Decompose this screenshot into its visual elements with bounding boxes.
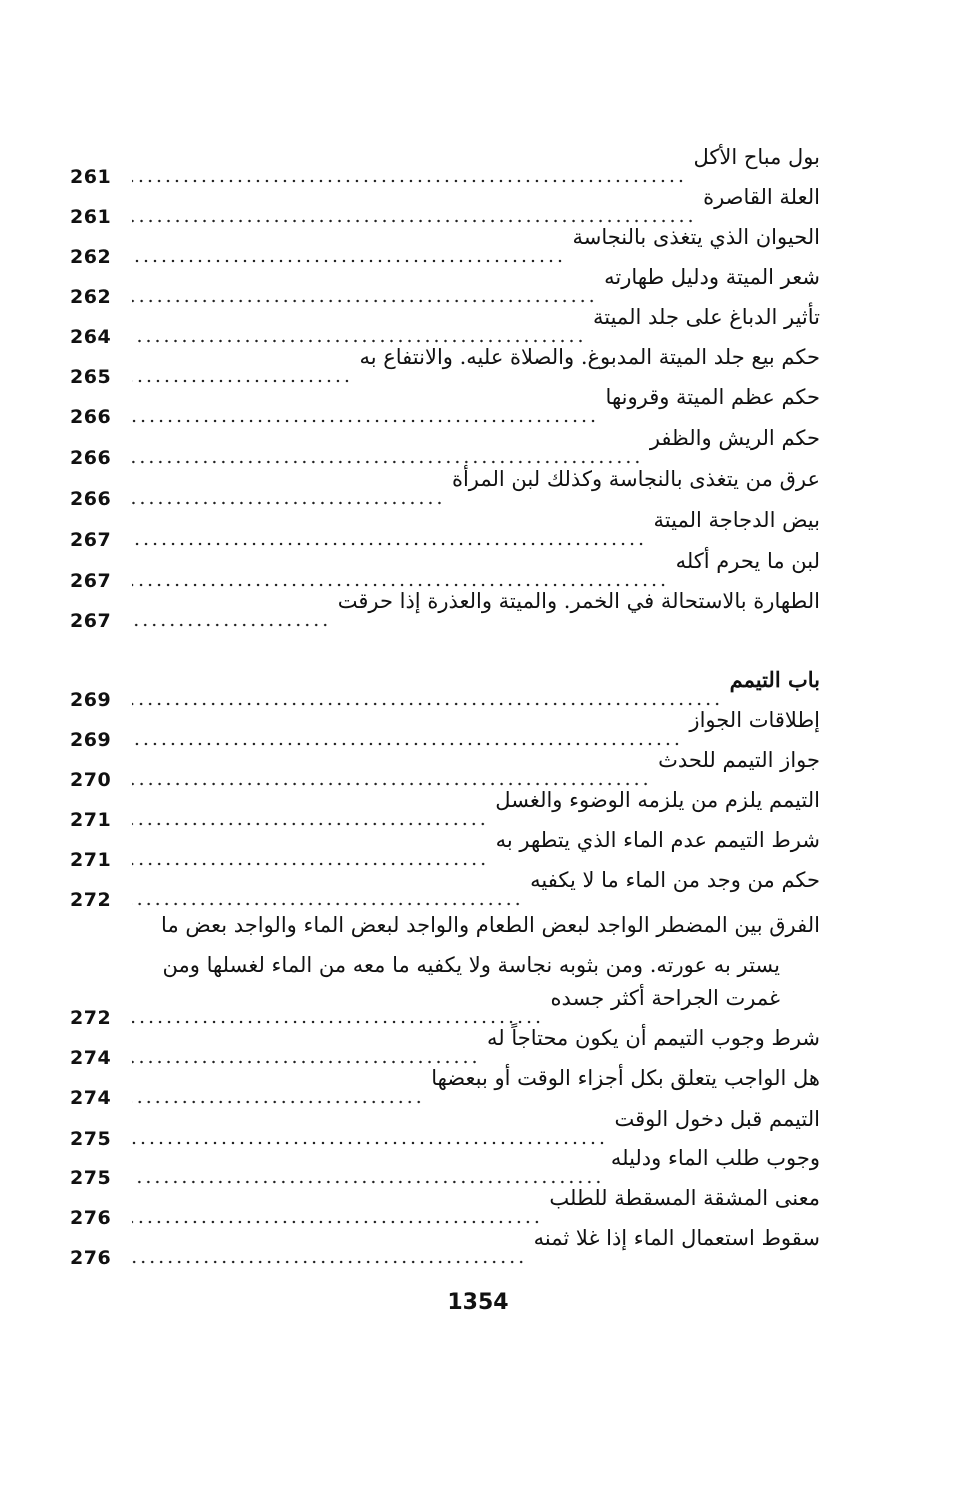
- toc-title: حكم بيع جلد الميتة المدبوغ. والصلاة عليه. والانتفاع به: [359, 345, 820, 369]
- toc-title: حكم الريش والظفر: [649, 426, 820, 450]
- toc-page-number: 275: [70, 1128, 112, 1150]
- leader-dots: [132, 1083, 423, 1105]
- leader-dots: [132, 1043, 479, 1065]
- leader-dots: [132, 162, 685, 184]
- toc-page-number: 267: [70, 570, 112, 592]
- toc-title: العلة القاصرة: [703, 185, 820, 209]
- leader-dots: [132, 402, 598, 424]
- toc-title: التيمم قبل دخول الوقت: [614, 1107, 820, 1131]
- toc-page-number: 274: [70, 1087, 112, 1109]
- toc-title: التيمم يلزم من يلزمه الوضوء والغسل: [495, 788, 820, 812]
- leader-dots: [132, 484, 444, 506]
- toc-page-number: 270: [70, 769, 112, 791]
- leader-dots: [132, 1003, 543, 1025]
- leader-dots: [132, 805, 487, 827]
- toc-page-number: 269: [70, 729, 112, 751]
- toc-title: الحيوان الذي يتغذى بالنجاسة: [572, 225, 820, 249]
- toc-page-number: 266: [70, 406, 112, 428]
- leader-dots: [132, 1243, 526, 1265]
- toc-page-number: 266: [70, 447, 112, 469]
- toc-title: حكم من وجد من الماء ما لا يكفيه: [530, 868, 820, 892]
- leader-dots: [132, 845, 488, 867]
- toc-title: إطلاقات الجواز: [689, 708, 820, 732]
- toc-page-number: 276: [70, 1247, 112, 1269]
- leader-dots: [132, 242, 564, 264]
- toc-title: شرط وجوب التيمم أن يكون محتاجاً له: [487, 1026, 820, 1050]
- toc-page-number: 267: [70, 610, 112, 632]
- toc-title: شرط التيمم عدم الماء الذي يتطهر به: [495, 828, 820, 852]
- toc-page-number: 266: [70, 488, 112, 510]
- leader-dots: [132, 606, 330, 628]
- leader-dots: [132, 525, 646, 547]
- toc-page-number: 272: [70, 889, 112, 911]
- toc-page-number: 274: [70, 1047, 112, 1069]
- page-number: 1354: [447, 1290, 509, 1315]
- toc-page-number: 272: [70, 1007, 112, 1029]
- toc-title: هل الواجب يتعلق بكل أجزاء الوقت أو ببعضها: [431, 1066, 820, 1090]
- toc-title-line: غمرت الجراحة أكثر جسده: [550, 986, 780, 1010]
- leader-dots: [132, 725, 681, 747]
- toc-page-number: 269: [70, 689, 112, 711]
- leader-dots: [132, 765, 650, 787]
- toc-page-number: 276: [70, 1207, 112, 1229]
- toc-title: شعر الميتة ودليل طهارته: [604, 265, 820, 289]
- toc-title: لبن ما يحرم أكله: [675, 549, 820, 573]
- toc-page-number: 261: [70, 206, 112, 228]
- toc-page-number: 264: [70, 326, 112, 348]
- toc-title-line: الفرق بين المضطر الواجد لبعض الطعام والواجد لبعض الماء والواجد بعض ما: [161, 913, 820, 937]
- toc-title: معنى المشقة المسقطة للطلب: [549, 1186, 820, 1210]
- leader-dots: [132, 566, 668, 588]
- leader-dots: [132, 282, 596, 304]
- toc-page-number: 275: [70, 1167, 112, 1189]
- leader-dots: [132, 202, 695, 224]
- leader-dots: [132, 685, 722, 707]
- leader-dots: [132, 362, 351, 384]
- toc-page-number: 265: [70, 366, 112, 388]
- toc-title: عرق من يتغذى بالنجاسة وكذلك لبن المرأة: [451, 467, 820, 491]
- toc-title: جواز التيمم للحدث: [658, 748, 820, 772]
- leader-dots: [132, 1124, 606, 1146]
- toc-title: تأثير الدباغ على جلد الميتة: [593, 305, 820, 329]
- toc-title: سقوط استعمال الماء إذا غلا ثمنه: [533, 1226, 820, 1250]
- leader-dots: [132, 885, 522, 907]
- toc-entry: [70, 589, 820, 632]
- leader-dots: [132, 1203, 541, 1225]
- toc-page-number: 271: [70, 849, 112, 871]
- toc-page-number: 262: [70, 286, 112, 308]
- toc-title: حكم عظم الميتة وقرونها: [605, 385, 820, 409]
- section-title: باب التيمم: [729, 667, 820, 692]
- toc-entry-multiline: [130, 905, 820, 985]
- toc-title: بول مباح الأكل: [693, 145, 820, 169]
- toc-page-number: 267: [70, 529, 112, 551]
- leader-dots: [132, 443, 642, 465]
- toc-page-number: 262: [70, 246, 112, 268]
- toc-title: الطهارة بالاستحالة في الخمر. والميتة والعذرة إذا حرقت: [337, 589, 820, 613]
- toc-page-number: 271: [70, 809, 112, 831]
- leader-dots: [132, 322, 585, 344]
- toc-page-number: 261: [70, 166, 112, 188]
- toc-title-line: يستر به عورته. ومن بثوبه نجاسة ولا يكفيه ما معه من الماء لغسلها ومن: [162, 953, 780, 977]
- toc-title: وجوب طلب الماء ودليله: [610, 1146, 820, 1170]
- toc-entry: [70, 1226, 820, 1269]
- toc-title: بيض الدجاجة الميتة: [653, 508, 820, 532]
- leader-dots: [132, 1163, 603, 1185]
